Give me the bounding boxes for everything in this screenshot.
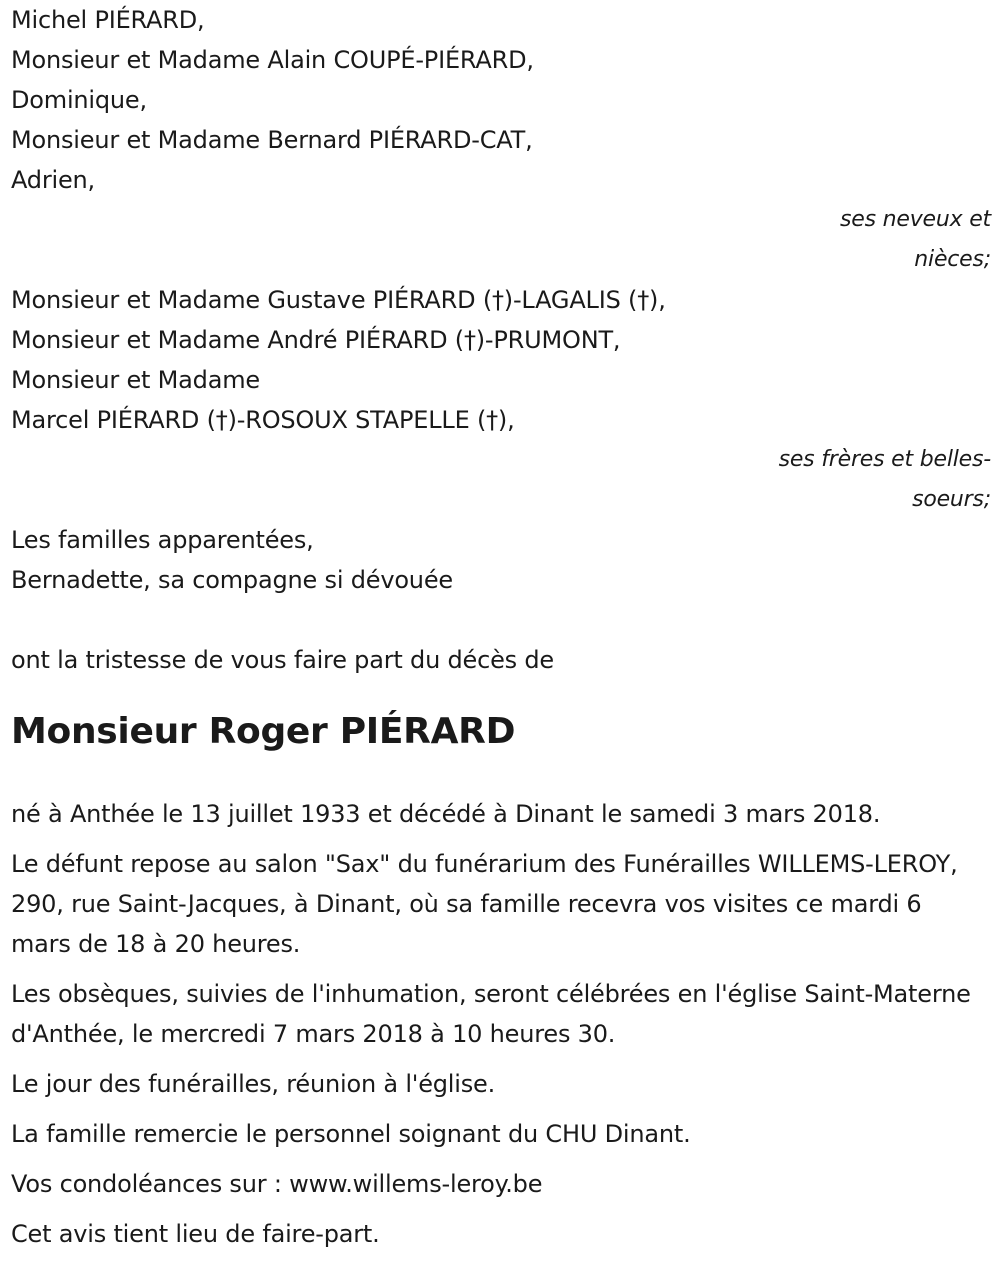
family-line: Marcel PIÉRARD (†)-ROSOUX STAPELLE (†), xyxy=(11,406,515,434)
obituary-notice xyxy=(11,0,991,1264)
family-line: Monsieur et Madame Bernard PIÉRARD-CAT, xyxy=(11,126,533,154)
family-line: Monsieur et Madame xyxy=(11,366,260,394)
detail-paragraph: La famille remercie le personnel soignant du CHU Dinant. xyxy=(11,1120,691,1148)
family-line: Adrien, xyxy=(11,166,95,194)
nephews-list xyxy=(11,0,991,200)
role-line: soeurs; xyxy=(912,487,991,512)
family-line: Monsieur et Madame Gustave PIÉRARD (†)-LAGALIS (†), xyxy=(11,286,666,314)
announcement-text: ont la tristesse de vous faire part du décès de xyxy=(11,646,554,674)
detail-paragraph: né à Anthée le 13 juillet 1933 et décédé à Dinant le samedi 3 mars 2018. xyxy=(11,800,881,828)
role-line: ses neveux et xyxy=(839,207,991,232)
detail-paragraph: Les obsèques, suivies de l'inhumation, seront célébrées en l'église Saint-Materne d'Anthée, le mercredi 7 mars 2018 à 10 heures 30. xyxy=(11,980,971,1048)
role-line: nièces; xyxy=(914,247,991,272)
nephews-role xyxy=(11,200,991,280)
detail-paragraph: Le défunt repose au salon "Sax" du funérarium des Funérailles WILLEMS-LEROY, 290, rue Saint-Jacques, à Dinant, où sa famille recevra vos visites ce mardi 6 mars de 18 à 20 heures. xyxy=(11,850,958,958)
family-line: Les familles apparentées, xyxy=(11,526,314,554)
siblings-role xyxy=(11,440,991,520)
other-family-list xyxy=(11,520,991,600)
condolences-link-text: Vos condoléances sur : www.willems-leroy.be xyxy=(11,1170,543,1198)
family-line: Bernadette, sa compagne si dévouée xyxy=(11,566,453,594)
details-section xyxy=(11,794,991,1254)
detail-paragraph: Cet avis tient lieu de faire-part. xyxy=(11,1220,380,1248)
family-line: Monsieur et Madame André PIÉRARD (†)-PRUMONT, xyxy=(11,326,621,354)
family-line: Michel PIÉRARD, xyxy=(11,6,205,34)
siblings-list xyxy=(11,280,991,440)
deceased-name: Monsieur Roger PIÉRARD xyxy=(11,711,516,752)
family-line: Monsieur et Madame Alain COUPÉ-PIÉRARD, xyxy=(11,46,534,74)
role-line: ses frères et belles- xyxy=(778,447,991,472)
detail-paragraph: Le jour des funérailles, réunion à l'église. xyxy=(11,1070,496,1098)
family-line: Dominique, xyxy=(11,86,147,114)
